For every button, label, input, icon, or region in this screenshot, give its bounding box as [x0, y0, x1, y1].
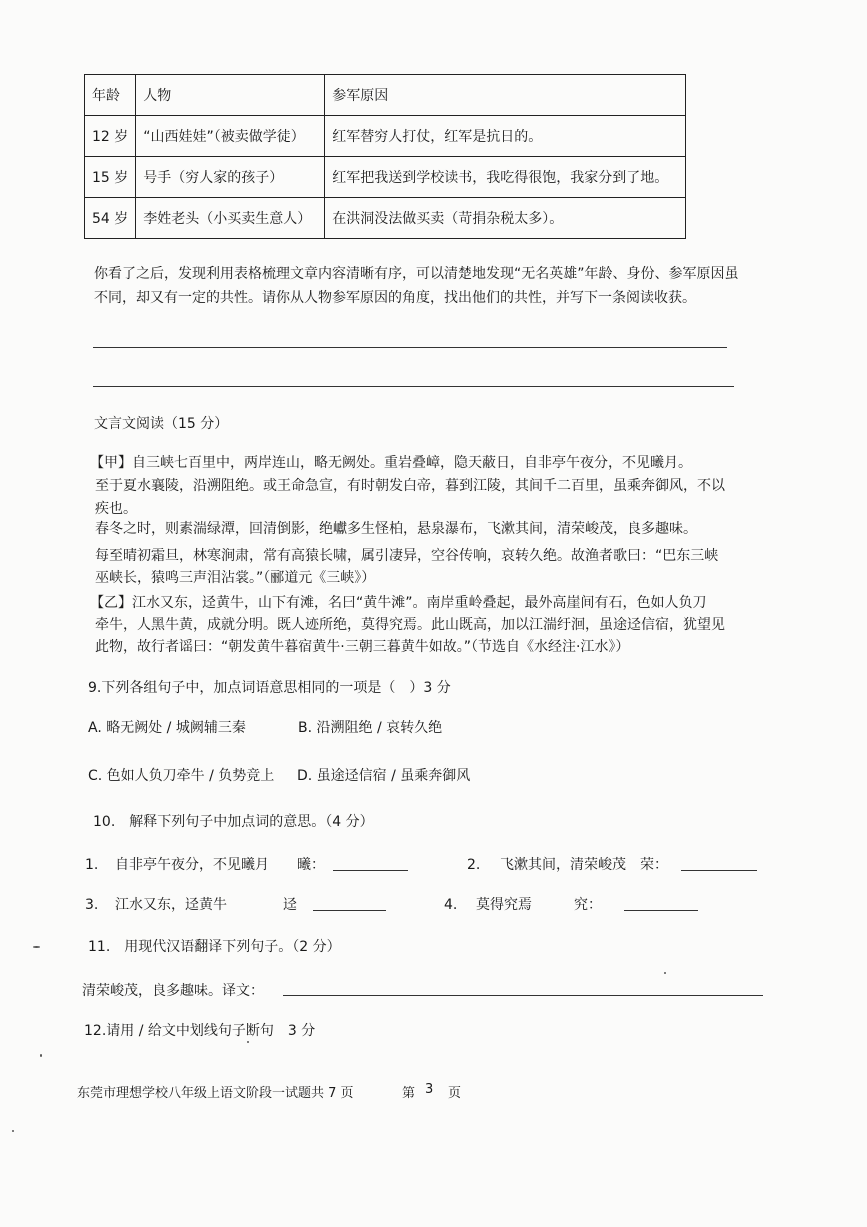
- q10-item-number: 3.: [85, 897, 99, 913]
- table-row: [85, 157, 686, 198]
- footer-school: 东莞市理想学校八年级上语文阶段一试题共 7 页: [77, 1086, 354, 1101]
- table-header-row: [85, 75, 686, 116]
- footer-page-suffix: 页: [448, 1086, 462, 1101]
- answer-line[interactable]: [93, 347, 727, 348]
- passage-yi-line: 牵牛，人黑牛黄，成就分明。既人迹所绝，莫得究焉。此山既高，加以江湍纡洄，虽途迳信宿，犹望见: [95, 617, 725, 633]
- section-title: 文言文阅读（15 分）: [94, 416, 229, 432]
- scan-speck: [247, 1041, 249, 1043]
- cell-reason: 红军把我送到学校读书，我吃得很饱，我家分到了地。: [325, 157, 686, 198]
- q10-item-2: 飞漱其间，清荣峻茂 荣：: [500, 857, 668, 873]
- passage-jia-line: 【甲】自三峡七百里中，两岸连山，略无阙处。重岩叠嶂，隐天蔽日，自非亭午夜分，不见曦月。: [90, 455, 692, 471]
- cell-person: “山西娃娃”（被卖做学徒）: [136, 116, 325, 157]
- passage-jia-line: 春冬之时，则素湍绿潭，回清倒影，绝巘多生怪柏，悬泉瀑布，飞漱其间，清荣峻茂，良多趣味。: [95, 521, 697, 537]
- cell-age: 15 岁: [85, 157, 136, 198]
- cell-age: 12 岁: [85, 116, 136, 157]
- passage-jia-line: 至于夏水襄陵，沿溯阻绝。或王命急宣，有时朝发白帝，暮到江陵，其间千二百里，虽乘奔御风，不以: [95, 478, 725, 494]
- q9-stem: 9.下列各组句子中，加点词语意思相同的一项是（ ）3 分: [88, 680, 451, 696]
- header-reason: 参军原因: [325, 75, 686, 116]
- cell-reason: 在洪洞没法做买卖（苛捐杂税太多）。: [325, 198, 686, 239]
- q10-item-3: 江水又东，迳黄牛 迳: [115, 897, 297, 913]
- q10-item-number: 4.: [444, 897, 458, 913]
- scan-speck: [33, 946, 40, 948]
- passage-yi-line: 此物，故行者谣曰：“朝发黄牛暮宿黄牛·三朝三暮黄牛如故。”（节选自《水经注·江水》）: [95, 639, 630, 655]
- q9-option-a: A. 略无阙处 / 城阙辅三秦: [88, 720, 246, 736]
- q10-blank-2[interactable]: [681, 870, 757, 871]
- q12-stem: 12.请用 / 给文中划线句子断句 3 分: [84, 1023, 316, 1039]
- q10-blank-1[interactable]: [333, 870, 408, 871]
- header-age: 年龄: [85, 75, 136, 116]
- passage-jia-line: 每至晴初霜旦，林寒涧肃，常有高猿长啸，属引凄异，空谷传响，哀转久绝。故渔者歌曰：“巴东三峡: [95, 548, 719, 564]
- table-row: [85, 116, 686, 157]
- cell-person: 号手（穷人家的孩子）: [136, 157, 325, 198]
- scan-speck: [664, 972, 666, 974]
- cell-person: 李姓老头（小买卖生意人）: [136, 198, 325, 239]
- answer-line[interactable]: [93, 386, 734, 387]
- passage-jia-line: 疾也。: [95, 501, 137, 517]
- q10-stem: 10. 解释下列句子中加点词的意思。（4 分）: [93, 814, 374, 830]
- q10-blank-3[interactable]: [313, 910, 386, 911]
- cell-age: 54 岁: [85, 198, 136, 239]
- table-row: [85, 198, 686, 239]
- footer-page-number: 3: [425, 1082, 434, 1097]
- q10-item-1: 自非亭午夜分，不见曦月 曦：: [115, 857, 325, 873]
- header-person: 人物: [136, 75, 325, 116]
- q11-answer-line[interactable]: [283, 995, 763, 996]
- q9-option-b: B. 沿溯阻绝 / 哀转久绝: [298, 720, 443, 736]
- q11-prompt: 清荣峻茂，良多趣味。译文：: [82, 983, 264, 999]
- passage-jia-line: 巫峡长，猿鸣三声泪沾裳。”（郦道元《三峡》）: [95, 570, 376, 586]
- q11-stem: 11. 用现代汉语翻译下列句子。（2 分）: [88, 939, 341, 955]
- scan-speck: [40, 1054, 42, 1057]
- q10-blank-4[interactable]: [624, 910, 698, 911]
- footer-page-label: 第: [402, 1086, 416, 1101]
- passage-yi-line: 【乙】江水又东，迳黄牛，山下有滩，名曰“黄牛滩”。南岸重岭叠起，最外高崖间有石，色如人负刀: [90, 595, 707, 611]
- q9-option-c: C. 色如人负刀牵牛 / 负势竞上: [88, 768, 275, 784]
- soldier-table: [84, 74, 686, 239]
- question-text-line-1: 你看了之后，发现利用表格梳理文章内容清晰有序，可以清楚地发现“无名英雄”年龄、身份、参军原因虽: [94, 266, 739, 282]
- cell-reason: 红军替穷人打仗，红军是抗日的。: [325, 116, 686, 157]
- q10-item-number: 2.: [467, 857, 481, 873]
- scan-speck: [12, 1130, 14, 1132]
- q10-item-4: 莫得究焉 究：: [476, 897, 602, 913]
- question-text-line-2: 不同，却又有一定的共性。请你从人物参军原因的角度，找出他们的共性，并写下一条阅读收获。: [94, 290, 696, 306]
- q9-option-d: D. 虽途迳信宿 / 虽乘奔御风: [297, 768, 471, 784]
- q10-item-number: 1.: [85, 857, 99, 873]
